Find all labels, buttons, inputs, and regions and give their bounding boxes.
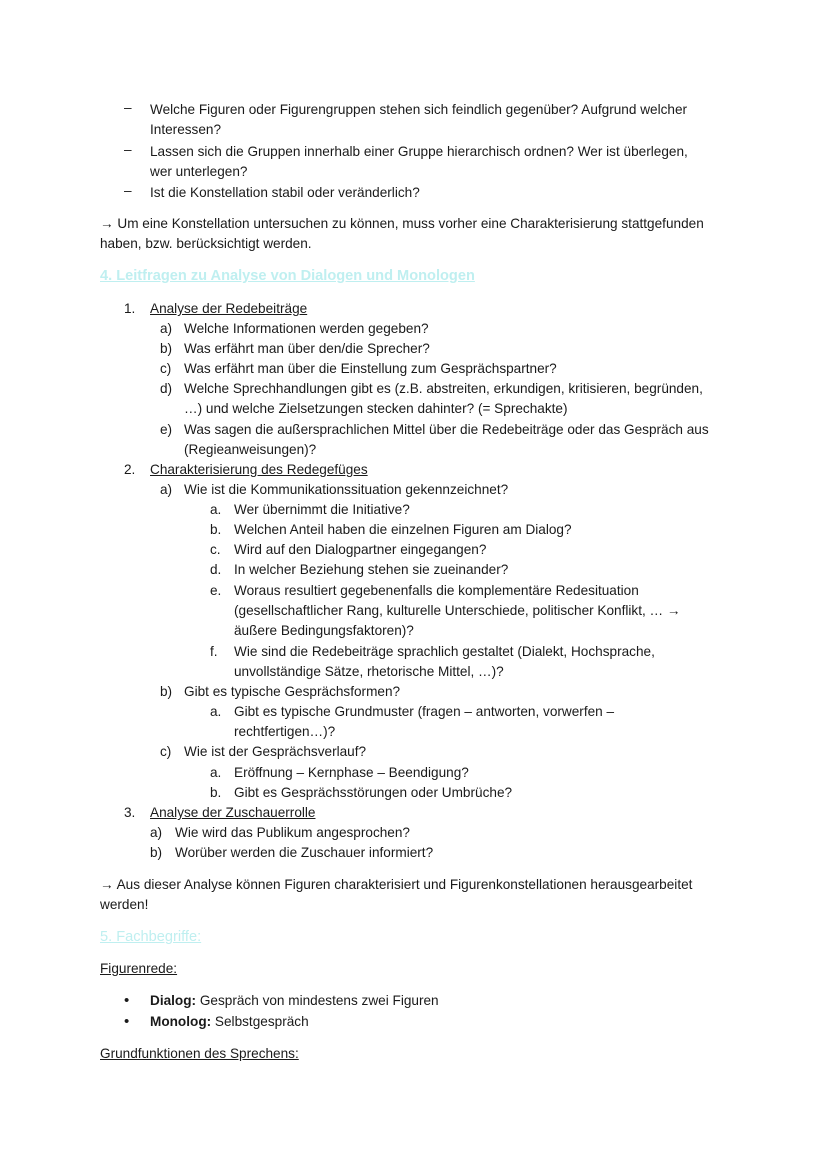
subheading: Figurenrede: <box>100 961 178 976</box>
sub-item-line: Welche Informationen werden gegeben? <box>184 321 429 336</box>
note-paragraph-line: haben, bzw. berücksichtigt werden. <box>100 236 312 251</box>
subsub-marker: c. <box>210 542 221 557</box>
list-number: 1. <box>124 301 136 316</box>
list-item-line: Welche Figuren oder Figurengruppen stehen sich feindlich gegenüber? Aufgrund welcher <box>150 102 688 117</box>
subsub-item-line: Eröffnung – Kernphase – Beendigung? <box>234 765 469 780</box>
subsub-item-line: rechtfertigen…)? <box>234 724 336 739</box>
list-item-title: Charakterisierung des Redegefüges <box>150 462 368 477</box>
subsub-item-line: unvollständige Sätze, rhetorische Mittel, …)? <box>234 664 504 679</box>
sub-item-line: Welche Sprechhandlungen gibt es (z.B. abstreiten, erkundigen, kritisieren, begründen, <box>184 381 703 396</box>
list-item-line: Ist die Konstellation stabil oder veränderlich? <box>150 185 420 200</box>
subsub-marker: e. <box>210 583 222 598</box>
subsub-marker: a. <box>210 502 222 517</box>
list-number: 2. <box>124 462 136 477</box>
subsub-marker: f. <box>210 644 218 659</box>
subsub-item-line: In welcher Beziehung stehen sie zueinander? <box>234 562 509 577</box>
term-definition: Selbstgespräch <box>211 1014 309 1029</box>
list-item-title: Analyse der Redebeiträge <box>150 301 308 316</box>
sub-item-line: (Regieanweisungen)? <box>184 442 317 457</box>
sub-item-line: Was erfährt man über die Einstellung zum Gesprächspartner? <box>184 361 557 376</box>
list-number: 3. <box>124 805 136 820</box>
subsub-item-line: Woraus resultiert gegebenenfalls die komplementäre Redesituation <box>234 583 639 598</box>
dash-marker: – <box>124 183 132 198</box>
list-item-line: wer unterlegen? <box>150 164 248 179</box>
sub-marker: c) <box>160 744 172 759</box>
term-label: Monolog: <box>150 1014 212 1029</box>
sub-item-line: Wie ist die Kommunikationssituation gekennzeichnet? <box>184 482 509 497</box>
sub-item-line: Wie wird das Publikum angesprochen? <box>175 825 410 840</box>
subsub-marker: b. <box>210 522 222 537</box>
subsub-item-line: Gibt es typische Grundmuster (fragen – antworten, vorwerfen – <box>234 704 615 719</box>
subsub-marker: d. <box>210 562 222 577</box>
term-label: Dialog: <box>150 993 197 1008</box>
sub-marker: b) <box>160 341 173 356</box>
section-heading: 5. Fachbegriffe: <box>100 929 202 945</box>
sub-marker: a) <box>160 482 173 497</box>
subsub-item-line: äußere Bedingungsfaktoren)? <box>234 623 414 638</box>
subsub-item-line: Gibt es Gesprächsstörungen oder Umbrüche? <box>234 785 513 800</box>
dash-marker: – <box>124 142 132 157</box>
subsub-marker: a. <box>210 704 222 719</box>
subsub-item-line: Wer übernimmt die Initiative? <box>234 502 410 517</box>
subsub-marker: b. <box>210 785 222 800</box>
term-item <box>150 991 439 1011</box>
sub-marker: b) <box>150 845 163 860</box>
subsub-item-line: (gesellschaftlicher Rang, kulturelle Unterschiede, politischer Konflikt, … → <box>234 603 681 618</box>
section-heading: 4. Leitfragen zu Analyse von Dialogen und Monologen <box>100 268 475 284</box>
sub-item-line: Was sagen die außersprachlichen Mittel über die Redebeiträge oder das Gespräch aus <box>184 422 709 437</box>
sub-marker: b) <box>160 684 173 699</box>
term-item <box>150 1012 309 1032</box>
term-definition: Gespräch von mindestens zwei Figuren <box>196 993 439 1008</box>
bullet-icon: • <box>124 1013 130 1030</box>
sub-item-line: …) und welche Zielsetzungen stecken dahinter? (= Sprechakte) <box>184 401 568 416</box>
sub-item-line: Worüber werden die Zuschauer informiert? <box>175 845 434 860</box>
list-item-title: Analyse der Zuschauerrolle <box>150 805 316 820</box>
bullet-icon: • <box>124 992 130 1009</box>
note-paragraph-line: werden! <box>100 897 149 912</box>
sub-marker: d) <box>160 381 173 396</box>
note-paragraph-line: → Aus dieser Analyse können Figuren charakterisiert und Figurenkonstellationen herausgearbeitet <box>100 877 693 892</box>
dash-marker: – <box>124 100 132 115</box>
list-item-line: Lassen sich die Gruppen innerhalb einer Gruppe hierarchisch ordnen? Wer ist überlegen, <box>150 144 688 159</box>
note-paragraph-line: → Um eine Konstellation untersuchen zu können, muss vorher eine Charakterisierung stattgefunden <box>100 216 704 231</box>
subsub-item-line: Wie sind die Redebeiträge sprachlich gestaltet (Dialekt, Hochsprache, <box>234 644 655 659</box>
sub-item-line: Wie ist der Gesprächsverlauf? <box>184 744 367 759</box>
sub-item-line: Was erfährt man über den/die Sprecher? <box>184 341 430 356</box>
sub-marker: a) <box>160 321 173 336</box>
list-item-line: Interessen? <box>150 122 222 137</box>
subsub-item-line: Welchen Anteil haben die einzelnen Figuren am Dialog? <box>234 522 572 537</box>
sub-item-line: Gibt es typische Gesprächsformen? <box>184 684 401 699</box>
subsub-marker: a. <box>210 765 222 780</box>
subsub-item-line: Wird auf den Dialogpartner eingegangen? <box>234 542 487 557</box>
sub-marker: e) <box>160 422 173 437</box>
subheading: Grundfunktionen des Sprechens: <box>100 1046 299 1061</box>
sub-marker: a) <box>150 825 163 840</box>
sub-marker: c) <box>160 361 172 376</box>
